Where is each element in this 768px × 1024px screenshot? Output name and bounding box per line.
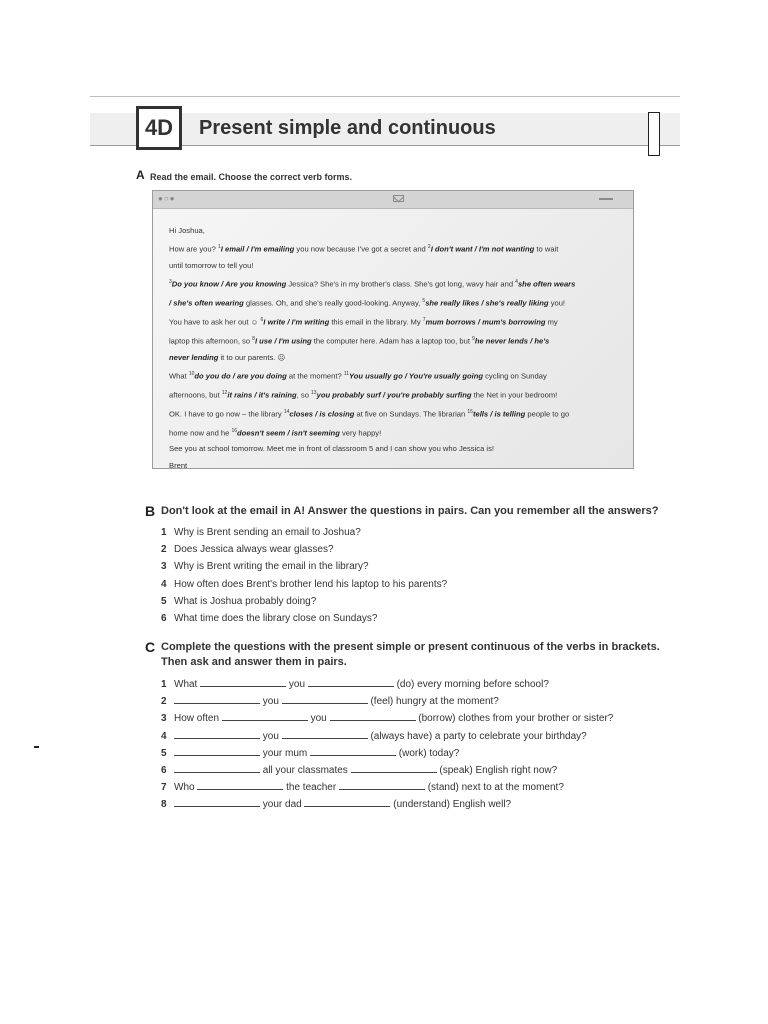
email-line: until tomorrow to tell you! [169, 261, 254, 271]
item-number: 3 [161, 713, 167, 725]
item-prefix: Who [174, 782, 198, 794]
bookmark-icon [648, 112, 660, 156]
email-window [152, 190, 634, 469]
question-item [161, 561, 369, 572]
question-number: 2 [161, 544, 167, 556]
question-number: 1 [161, 527, 167, 538]
item-number: 2 [161, 696, 167, 708]
item-subject: you [307, 713, 330, 725]
question-number: 4 [161, 578, 167, 590]
item-verb-prompt: (understand) English well? [390, 799, 512, 811]
email-line: / she's often wearing glasses. Oh, and she's really good-looking. Anyway, $^5$she really likes / she's really liking you! [169, 298, 566, 308]
answer-blank[interactable] [222, 711, 308, 721]
email-line: Hi Joshua, [169, 226, 205, 235]
question-item [161, 544, 334, 555]
answer-blank[interactable] [197, 780, 283, 790]
answer-blank[interactable] [174, 694, 260, 704]
item-subject: your mum [260, 747, 311, 759]
question-item [161, 579, 447, 590]
question-number: 6 [161, 613, 167, 624]
section-b-instruction: Don't look at the email in A! Answer the questions in pairs. Can you remember all the answers? [161, 505, 659, 517]
email-line: See you at school tomorrow. Meet me in front of classroom 5 and I can show you who Jessica is! [169, 444, 494, 454]
item-number: 1 [161, 679, 167, 690]
margin-mark [34, 746, 39, 748]
item-verb-prompt: (feel) hungry at the moment? [367, 696, 499, 708]
exercise-item [161, 746, 459, 759]
email-line: afternoons, but $^{12}$it rains / it's raining, so $^{13}$you probably surf / you're probably surfing the Net in your bedroom! [169, 389, 558, 400]
answer-blank[interactable] [174, 797, 260, 807]
item-verb-prompt: (stand) next to at the moment? [424, 782, 564, 794]
answer-blank[interactable] [308, 677, 394, 687]
item-subject: you [260, 730, 282, 742]
question-text: What is Joshua probably doing? [174, 595, 317, 607]
exercise-item [161, 729, 587, 742]
section-c-letter: C [145, 639, 156, 655]
email-line: Brent [169, 460, 188, 470]
question-item [161, 613, 377, 624]
exercise-item [161, 677, 549, 690]
email-line: You have to ask her out ☺ $^6$I write / I'm writing this email in the library. My $^7$mum borrows / mum's borrowing my [169, 317, 558, 327]
item-prefix: How often [174, 713, 222, 725]
item-number: 5 [161, 747, 167, 759]
question-text: How often does Brent's brother lend his laptop to his parents? [174, 578, 448, 590]
item-verb-prompt: (borrow) clothes from your brother or sister? [415, 713, 614, 725]
unit-badge: 4D [136, 106, 182, 150]
exercise-item [161, 797, 511, 810]
question-text: Why is Brent writing the email in the library? [174, 561, 369, 573]
minimize-icon [599, 198, 613, 200]
answer-blank[interactable] [282, 729, 368, 739]
answer-blank[interactable] [351, 763, 437, 773]
answer-blank[interactable] [282, 694, 368, 704]
item-number: 8 [161, 799, 167, 811]
answer-blank[interactable] [174, 746, 260, 756]
item-verb-prompt: (work) today? [396, 747, 460, 759]
email-line: How are you? $^1$I email / I'm emailing you now because I've got a secret and $^2$I don't want / I'm not wanting to wait [169, 244, 559, 254]
email-body [169, 223, 625, 474]
answer-blank[interactable] [200, 677, 286, 687]
item-subject: you [260, 696, 282, 708]
item-subject: your dad [260, 799, 305, 811]
email-titlebar [153, 191, 633, 209]
exercise-item [161, 711, 613, 724]
email-line: home now and he $^{16}$doesn't seem / isn't seeming very happy! [169, 427, 382, 438]
section-c-instruction-2: Then ask and answer them in pairs. [161, 656, 347, 668]
item-verb-prompt: (do) every morning before school? [393, 679, 549, 690]
question-text: What time does the library close on Sundays? [174, 613, 378, 624]
item-number: 4 [161, 730, 167, 742]
item-number: 7 [161, 782, 167, 794]
question-text: Does Jessica always wear glasses? [174, 544, 334, 556]
answer-blank[interactable] [174, 763, 260, 773]
email-line: $^3$Do you know / Are you knowing Jessica? She's in my brother's class. She's got long, wavy hair and $^4$she often wears [169, 279, 576, 289]
section-a-letter: A [136, 168, 145, 182]
window-controls-icon: ●○● [158, 194, 176, 203]
question-text: Why is Brent sending an email to Joshua? [174, 527, 361, 538]
email-line: What $^{10}$do you do / are you doing at the moment? $^{11}$You usually go / You're usually going cycling on Sunday [169, 371, 547, 381]
section-b-letter: B [145, 503, 156, 519]
question-number: 3 [161, 561, 167, 573]
envelope-icon [393, 195, 404, 202]
item-verb-prompt: (always have) a party to celebrate your birthday? [367, 730, 587, 742]
item-subject: you [286, 679, 308, 690]
item-subject: the teacher [283, 782, 339, 794]
exercise-item [161, 694, 499, 707]
answer-blank[interactable] [304, 797, 390, 807]
answer-blank[interactable] [310, 746, 396, 756]
item-prefix: What [174, 679, 201, 690]
email-line: never lending it to our parents. ☹ [169, 352, 286, 362]
answer-blank[interactable] [339, 780, 425, 790]
section-c-instruction-1: Complete the questions with the present simple or present continuous of the verbs in brackets. [161, 641, 660, 653]
page-title: Present simple and continuous [199, 117, 496, 139]
exercise-item [161, 780, 564, 793]
answer-blank[interactable] [174, 729, 260, 739]
answer-blank[interactable] [330, 711, 416, 721]
item-verb-prompt: (speak) English right now? [436, 765, 558, 776]
item-subject: all your classmates [260, 765, 351, 776]
email-line: OK. I have to go now – the library $^{14}$closes / is closing at five on Sundays. The librarian $^{15}$tells / is telling people to go [169, 408, 570, 419]
section-a-instruction: Read the email. Choose the correct verb forms. [150, 172, 353, 182]
question-item [161, 527, 361, 538]
item-number: 6 [161, 765, 167, 776]
email-line: laptop this afternoon, so $^8$I use / I'm using the computer here. Adam has a laptop too, but $^9$he never lends / he's [169, 335, 550, 346]
question-item [161, 596, 316, 607]
exercise-item [161, 763, 557, 776]
header-rule-top [90, 96, 680, 97]
question-number: 5 [161, 595, 167, 607]
